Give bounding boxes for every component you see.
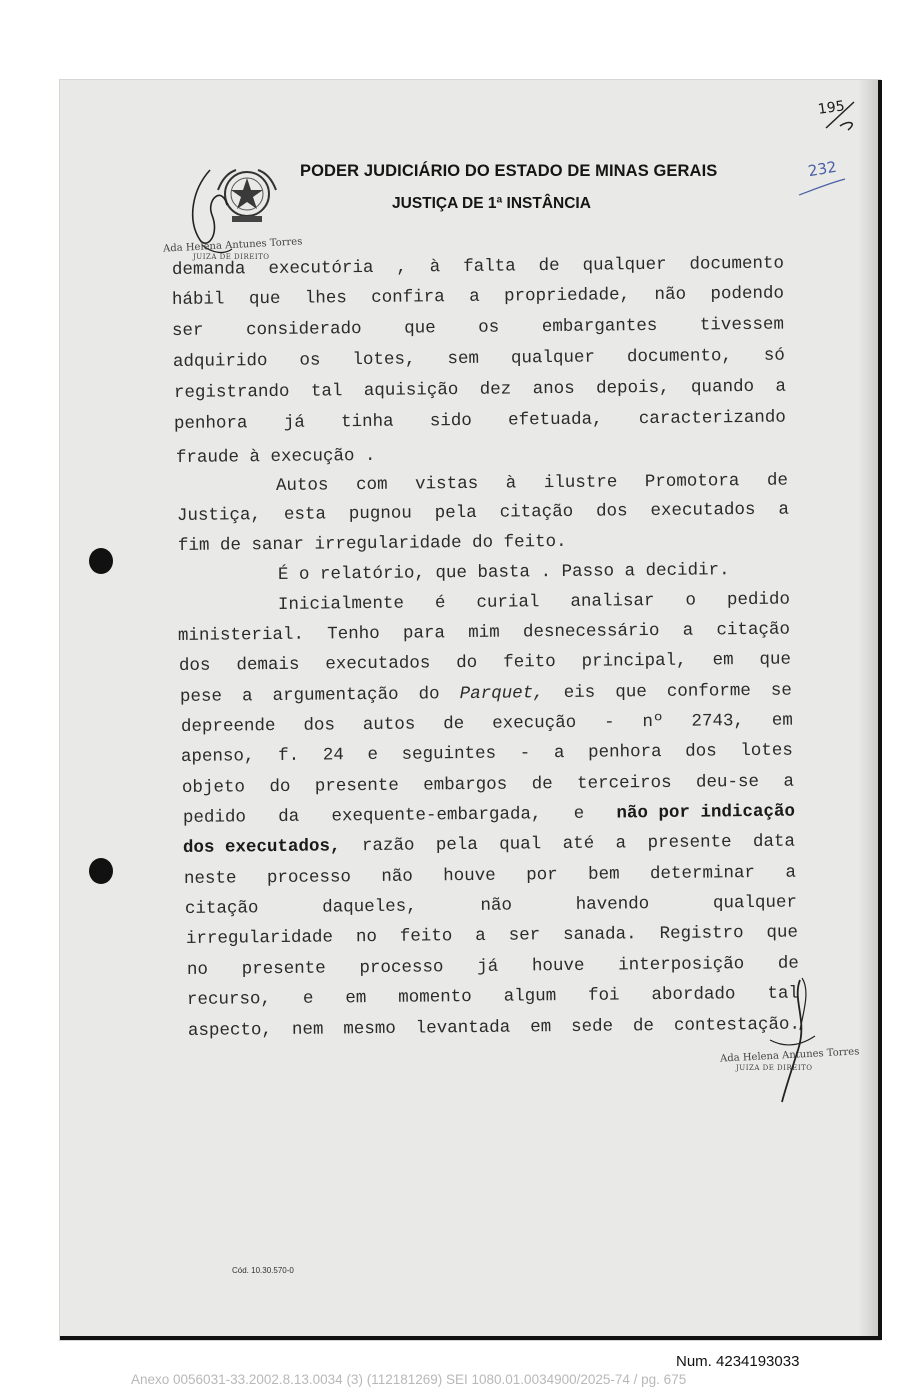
word: por — [526, 865, 558, 886]
word: vistas — [415, 473, 479, 495]
word: daqueles, — [322, 896, 417, 918]
word: Justiça, — [176, 505, 262, 526]
word: a — [469, 286, 480, 307]
word: aquisição — [363, 380, 459, 402]
word: pela — [435, 834, 478, 856]
word: houve — [443, 865, 496, 887]
word: curial — [476, 592, 540, 613]
word: de — [766, 470, 789, 491]
word: executados — [650, 499, 756, 522]
word: momento — [398, 987, 472, 1008]
word: efetuada, — [508, 409, 603, 431]
word: e — [573, 803, 585, 824]
word: 2743, — [691, 711, 745, 732]
word: penhora — [587, 741, 662, 763]
word: a — [615, 833, 627, 854]
word: abordado — [651, 984, 736, 1006]
word: qual — [499, 834, 542, 855]
word: hábil — [171, 289, 225, 310]
emphasized-text: dos executados, — [182, 836, 341, 858]
word: caracterizando — [638, 407, 787, 430]
word: com — [355, 474, 388, 496]
word: executados — [325, 653, 431, 675]
word: embargantes — [541, 315, 658, 338]
word: pedido — [182, 807, 247, 828]
word: penhora — [173, 413, 248, 434]
judge-stamp-title-left: JUIZA DE DIREITO — [193, 253, 270, 261]
word: tal — [767, 983, 800, 1004]
word: documento, — [626, 346, 733, 368]
court-header-subtitle: JUSTIÇA DE 1ª INSTÂNCIA — [392, 195, 591, 212]
word: que — [404, 318, 436, 339]
word: determinar — [649, 863, 756, 885]
word: dez — [479, 379, 512, 400]
word: da — [278, 806, 300, 828]
word: não — [480, 895, 513, 916]
word: os — [299, 350, 321, 371]
word: a — [778, 499, 790, 520]
word: argumentação — [272, 684, 399, 707]
page-mark: 195 — [817, 98, 846, 118]
word: Inicialmente — [277, 593, 405, 615]
word: que — [615, 682, 647, 703]
word: aspecto, — [187, 1020, 273, 1041]
word: neste — [183, 868, 237, 889]
word: do — [269, 776, 291, 798]
word: demais — [236, 654, 300, 676]
word: levantada — [415, 1017, 511, 1039]
word: ilustre — [543, 472, 618, 494]
word: em — [712, 650, 734, 671]
word: a — [783, 771, 795, 792]
word: não — [381, 866, 413, 887]
word: principal, — [581, 650, 687, 672]
word: só — [763, 345, 786, 366]
word: no — [186, 959, 209, 980]
word: podendo — [710, 283, 785, 305]
word: - — [603, 712, 615, 733]
word: demanda — [171, 259, 246, 280]
word: propriedade, — [503, 285, 631, 307]
word: qualquer — [712, 892, 798, 914]
word: apenso, — [180, 746, 255, 767]
word: quando — [690, 376, 755, 398]
word: conforme — [666, 681, 751, 702]
word: lotes, — [352, 349, 416, 371]
word: irregularidade — [185, 927, 334, 949]
word: e — [302, 988, 314, 1009]
word: até — [562, 833, 595, 855]
word: citação — [499, 501, 574, 523]
word: a — [475, 925, 486, 946]
word: mesmo — [343, 1018, 396, 1040]
word: mim — [468, 622, 500, 643]
word: confira — [371, 287, 445, 308]
word: fim de sanar irregularidade do feito. — [177, 531, 567, 556]
word: a — [241, 686, 253, 707]
word: já — [477, 956, 499, 977]
word: processo — [359, 957, 444, 979]
word: é — [434, 593, 446, 614]
word: interposição — [618, 954, 745, 976]
word: depreende — [180, 716, 276, 737]
word: terceiros — [576, 772, 672, 794]
word: ser — [171, 320, 204, 341]
word: objeto — [181, 777, 246, 798]
word: citação — [716, 619, 791, 641]
word: pugnou — [348, 503, 412, 525]
word: autos — [362, 714, 416, 736]
judge-stamp-name-right: Ada Helena Antunes Torres — [719, 1046, 860, 1065]
word: pela — [434, 502, 477, 524]
word: de — [777, 953, 800, 974]
form-code: Cód. 10.30.570-0 — [232, 1266, 294, 1275]
word: ser — [508, 925, 541, 946]
word: desnecessário — [522, 620, 660, 643]
word: foi — [587, 985, 620, 1006]
word: nem — [291, 1019, 324, 1040]
word: a — [553, 742, 565, 764]
word: dos — [303, 715, 336, 736]
handwritten-page-number: 232 — [806, 157, 838, 181]
word: no — [355, 927, 378, 948]
word: sido — [429, 410, 472, 432]
blue-pen-stroke — [795, 175, 855, 200]
word: que — [248, 288, 281, 310]
word: para — [402, 623, 446, 644]
word: sede — [570, 1016, 614, 1037]
word: execução — [492, 712, 577, 734]
signature-scribble-right — [760, 970, 830, 1110]
word: seguintes — [401, 743, 497, 765]
word: citação — [184, 898, 259, 919]
word: presente — [314, 775, 399, 797]
word: eis — [563, 682, 596, 703]
word: analisar — [570, 591, 655, 612]
word: adquirido — [172, 351, 268, 372]
word: bem — [587, 864, 620, 885]
footer-annex-line: Anexo 0056031-33.2002.8.13.0034 (3) (112181269) SEI 1080.01.0034900/2025-74 / pg. 675 — [131, 1372, 687, 1387]
word: - — [519, 743, 531, 764]
word: razão — [361, 835, 415, 857]
word: ministerial. — [177, 624, 305, 646]
word: Autos — [275, 475, 329, 496]
emphasized-text: não por indicação — [616, 801, 796, 824]
page-edge-shadow — [858, 80, 880, 1340]
word: que — [766, 922, 799, 943]
word: deu-se — [695, 771, 760, 793]
word: qualquer — [510, 347, 596, 369]
judge-stamp-name-left: Ada Helena Antunes Torres — [162, 236, 303, 255]
word: exequente-embargada, — [331, 804, 542, 827]
court-header-title: PODER JUDICIÁRIO DO ESTADO DE MINAS GERAIS — [300, 162, 718, 180]
word: do — [456, 652, 478, 674]
word: depois, — [595, 377, 670, 399]
word: Registro — [659, 923, 744, 945]
punch-hole-lower — [89, 858, 113, 884]
word: considerado — [245, 319, 362, 341]
italic-text: Parquet, — [459, 683, 544, 705]
word: houve — [531, 955, 585, 977]
word: os — [478, 317, 500, 338]
word: a — [775, 376, 787, 397]
word: nº — [642, 711, 664, 733]
word: em — [345, 988, 367, 1009]
word: fraude à execução . — [175, 445, 376, 468]
word: anos — [532, 378, 575, 400]
judge-stamp-title-right: JUIZA DE DIREITO — [736, 1064, 813, 1072]
word: o — [685, 590, 697, 611]
word: em — [530, 1017, 552, 1038]
word: lotes — [740, 740, 793, 762]
word: registrando — [173, 381, 290, 403]
word: a — [682, 620, 694, 641]
page-border-bottom — [60, 1336, 882, 1340]
word: que — [759, 649, 792, 670]
word: a — [785, 862, 797, 883]
word: f. — [278, 745, 300, 766]
word: de — [632, 1016, 655, 1037]
word: pedido — [726, 589, 791, 611]
word: sanada. — [562, 924, 637, 946]
word: qualquer — [582, 254, 667, 276]
word: dos — [685, 741, 717, 762]
document-number: Num. 4234193033 — [676, 1353, 800, 1370]
word: esta — [283, 504, 327, 525]
word: em — [771, 710, 793, 731]
word: lhes — [304, 288, 347, 309]
word: se — [770, 680, 792, 701]
word: presente — [647, 832, 732, 854]
punch-hole-upper — [89, 548, 113, 574]
word: à — [505, 473, 517, 494]
word: presente — [241, 958, 326, 980]
word: de — [531, 774, 553, 795]
word: embargos — [423, 774, 508, 796]
word: já — [283, 412, 305, 433]
word: tal — [310, 381, 343, 402]
word: dos — [595, 501, 628, 522]
word: sem — [447, 348, 480, 370]
word: processo — [266, 867, 352, 889]
word: É o relatório, que basta . Passo a decidir. — [277, 560, 730, 585]
word: feito — [503, 652, 556, 673]
word: , — [396, 257, 407, 278]
word: recurso, — [186, 989, 272, 1010]
word: Tenho — [327, 623, 380, 645]
word: data — [752, 831, 796, 853]
word: do — [418, 684, 440, 705]
word: contestação. — [673, 1014, 801, 1036]
word: de — [538, 255, 560, 277]
word: documento — [689, 253, 785, 275]
word: tivessem — [699, 314, 785, 336]
word: Promotora — [644, 471, 740, 493]
page-border-right — [878, 80, 882, 1340]
word: pese — [179, 686, 223, 707]
word: não — [654, 284, 687, 305]
word: dos — [178, 655, 211, 676]
word: e — [367, 744, 379, 766]
word: falta — [463, 256, 516, 277]
page-mark-scribble — [818, 96, 868, 136]
word: executória — [268, 257, 374, 279]
word: à — [429, 257, 441, 278]
word: havendo — [575, 894, 650, 915]
word: feito — [399, 926, 453, 947]
word: tinha — [340, 411, 394, 433]
word: de — [443, 714, 465, 735]
word: 24 — [322, 745, 344, 766]
word: algum — [503, 986, 557, 1007]
